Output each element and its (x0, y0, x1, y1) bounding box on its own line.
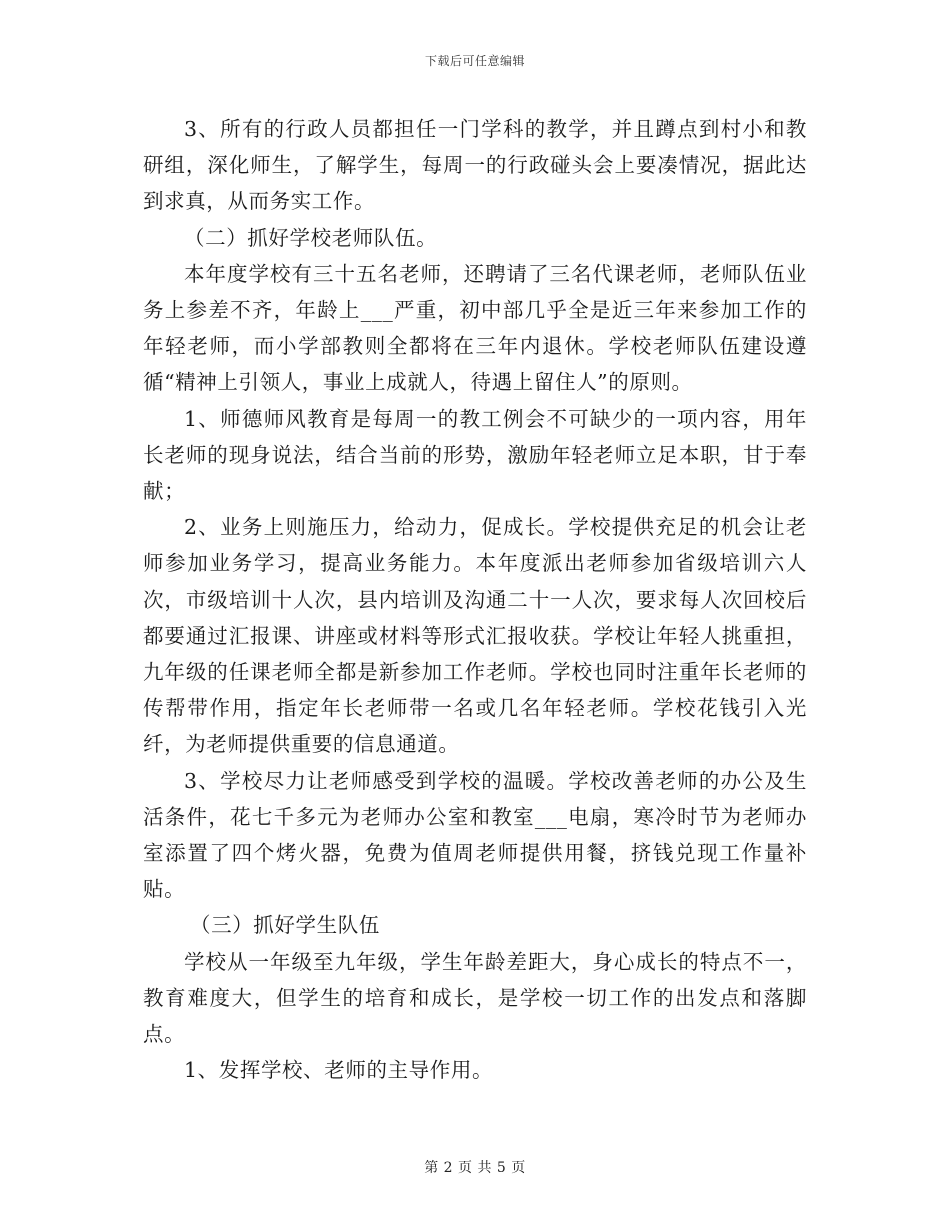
page-footer: 第 2 页 共 5 页 (424, 1160, 526, 1176)
paragraph-teacher-team: 本年度学校有三十五名老师，还聘请了三名代课老师，老师队伍业务上参差不齐，年龄上___严重，初中部几乎全是近三年来参加工作的年轻老师，而小学部教则全都将在三年内退休。学校老师队伍建设遵循“精神上引领人，事业上成就人，待遇上留住人”的原则。 (143, 261, 807, 395)
section-heading-students: （三）抓好学生队伍 (190, 913, 380, 938)
section-heading-teachers: （二）抓好学校老师队伍。 (184, 225, 438, 250)
paragraph-admin-teaching: 3、所有的行政人员都担任一门学科的教学，并且蹲点到村小和教研组，深化师生，了解学生，每周一的行政碰头会上要凑情况，据此达到求真，从而务实工作。 (143, 117, 807, 214)
paragraph-ethics-education: 1、师德师风教育是每周一的教工例会不可缺少的一项内容，用年长老师的现身说法，结合当前的形势，激励年轻老师立足本职，甘于奉献； (143, 406, 807, 504)
paragraph-school-warmth: 3、学校尽力让老师感受到学校的温暖。学校改善老师的办公及生活条件，花七千多元为老师办公室和教室___电扇，寒冷时节为老师办室添置了四个烤火器，免费为值周老师提供用餐，挤钱兑现工作量补贴。 (143, 768, 807, 902)
paragraph-professional-growth: 2、业务上则施压力，给动力，促成长。学校提供充足的机会让老师参加业务学习，提高业务能力。本年度派出老师参加省级培训六人次，市级培训十人次，县内培训及沟通二十一人次，要求每人次回校后都要通过汇报课、讲座或材料等形式汇报收获。学校让年轻人挑重担，九年级的任课老师全都是新参加工作老师。学校也同时注重年长老师的传帮带作用，指定年长老师带一名或几名年轻老师。学校花钱引入光纤，为老师提供重要的信息通道。 (143, 515, 807, 757)
page-header: 下载后可任意编辑 (424, 54, 525, 68)
paragraph-student-team: 学校从一年级至九年级，学生年龄差距大，身心成长的特点不一，教育难度大，但学生的培育和成长，是学校一切工作的出发点和落脚点。 (143, 949, 807, 1047)
document-body (143, 111, 807, 1088)
paragraph-leading-role: 1、发挥学校、老师的主导作用。 (184, 1058, 494, 1083)
